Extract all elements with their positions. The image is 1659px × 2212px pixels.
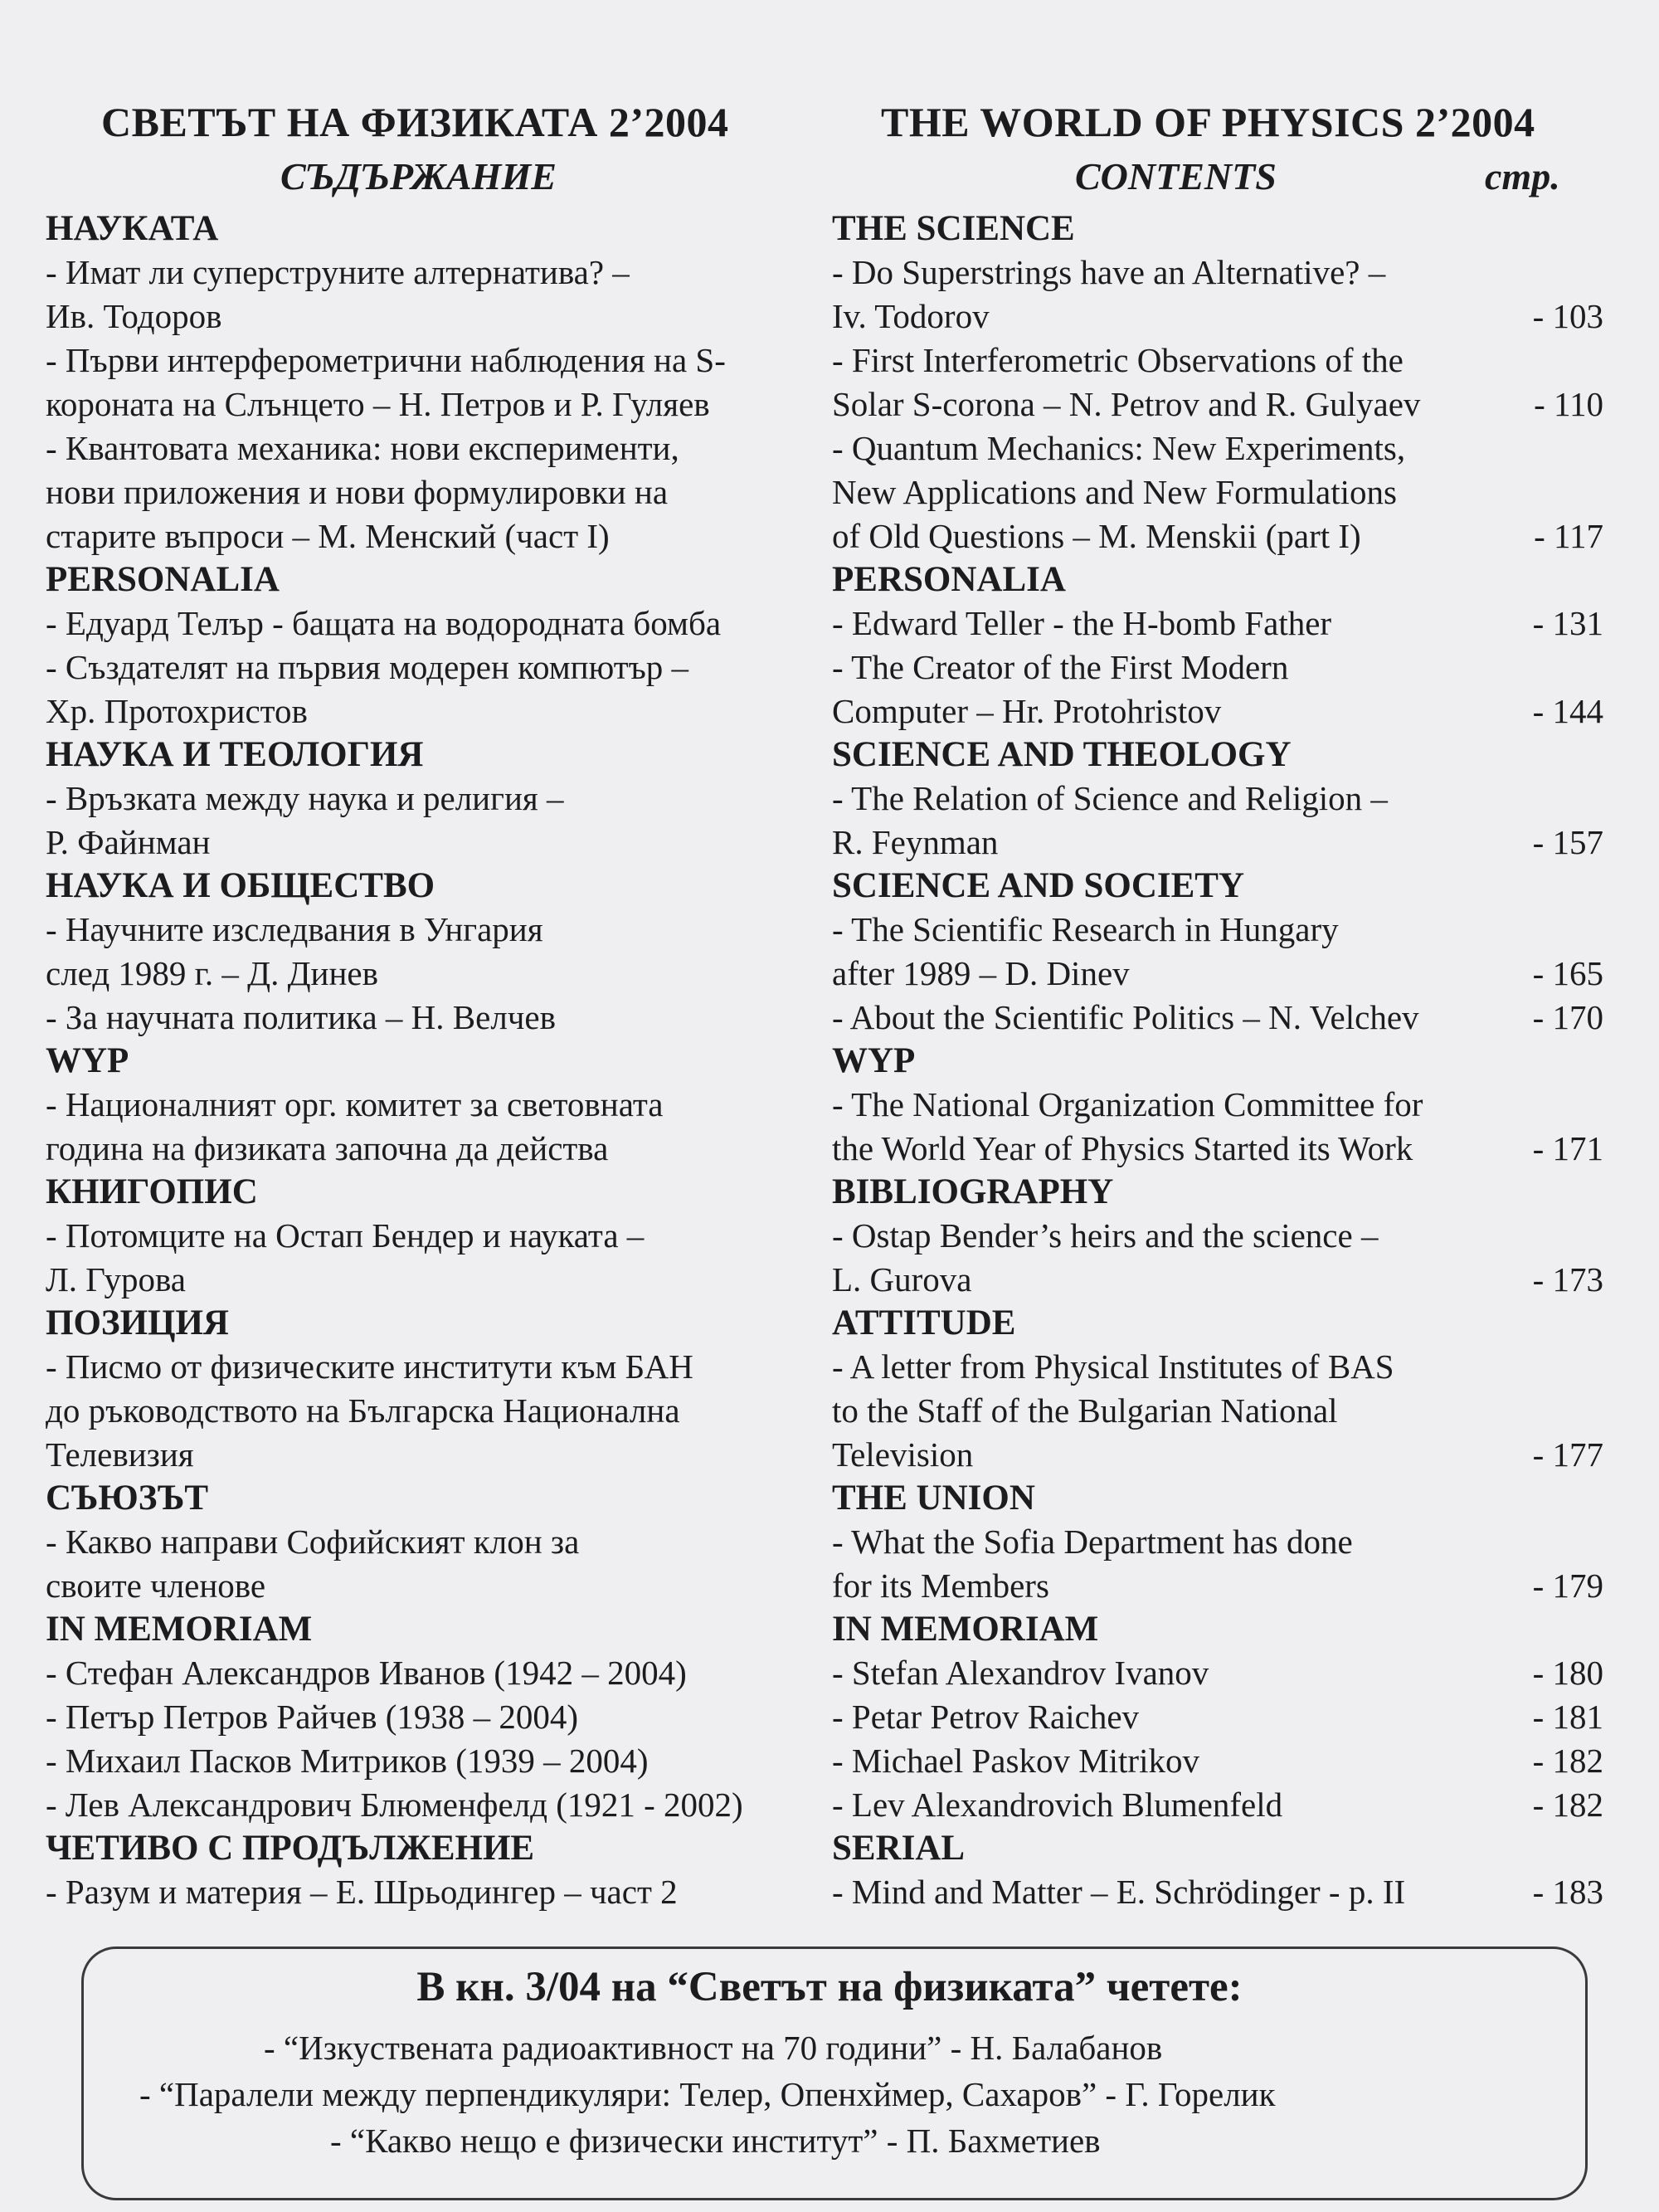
section-heading: IN MEMORIAM: [46, 1610, 313, 1649]
contents-entry: [832, 646, 1612, 733]
contents-entry: [46, 1520, 817, 1608]
contents-entry: [46, 339, 817, 426]
page-number: - 131: [1532, 604, 1603, 642]
entry-text-line: - Писмо от физическите институти към БАН: [46, 1347, 693, 1386]
section-heading: SCIENCE AND SOCIETY: [832, 866, 1245, 905]
entry-text-line: - The Scientific Research in Hungary: [832, 910, 1339, 948]
entry-text-line: - Разум и материя – Е. Шрьодингер – част 2: [46, 1873, 678, 1911]
section-heading: КНИГОПИС: [46, 1172, 258, 1211]
entry-text-line: - Do Superstrings have an Alternative? –: [832, 253, 1386, 291]
entry-text-line: - What the Sofia Department has done: [832, 1523, 1353, 1561]
entry-text-line: - Първи интерферометрични наблюдения на S-: [46, 341, 726, 379]
entry-text-line: Computer – Hr. Protohristov: [832, 692, 1222, 730]
contents-entry: [832, 251, 1612, 339]
section-heading: НАУКА И ОБЩЕСТВО: [46, 866, 435, 905]
en-contents-heading: CONTENTS: [1075, 155, 1277, 197]
contents-entry: [832, 777, 1612, 865]
entry-text-line: New Applications and New Formulations: [832, 473, 1397, 511]
english-contents-column: [832, 207, 1612, 1914]
entry-text-line: своите членове: [46, 1566, 266, 1605]
entry-text-line: - Михаил Пасков Митриков (1939 – 2004): [46, 1742, 649, 1780]
section-heading: SERIAL: [832, 1829, 966, 1868]
contents-entry: [832, 1083, 1612, 1171]
contents-entry: [832, 1870, 1612, 1914]
entry-text-line: - Научните изследвания в Унгария: [46, 910, 543, 948]
entry-text-line: Л. Гурова: [46, 1260, 186, 1298]
entry-text-line: - About the Scientific Politics – N. Velchev: [832, 998, 1419, 1036]
contents-entry: [832, 1783, 1612, 1827]
section-heading: ATTITUDE: [832, 1303, 1016, 1342]
contents-entry: [832, 426, 1612, 558]
entry-text-line: Хр. Протохристов: [46, 692, 308, 730]
entry-text-line: - Ostap Bender’s heirs and the science –: [832, 1216, 1379, 1255]
entry-text-line: - Edward Teller - the H-bomb Father: [832, 604, 1332, 642]
section-heading: IN MEMORIAM: [832, 1610, 1099, 1649]
section-heading: НАУКАТА: [46, 209, 219, 248]
contents-entry: [832, 996, 1612, 1040]
entry-text-line: - First Interferometric Observations of the: [832, 341, 1404, 379]
page-number: - 165: [1532, 954, 1603, 992]
contents-entry: [46, 251, 817, 339]
bg-journal-title: СВЕТЪТ НА ФИЗИКАТА 2’2004: [101, 99, 729, 145]
entry-text-line: L. Gurova: [832, 1260, 972, 1298]
entry-text-line: короната на Слънцето – Н. Петров и Р. Гуляев: [46, 385, 710, 423]
page-number: - 182: [1532, 1742, 1603, 1780]
page-number: - 177: [1532, 1435, 1603, 1474]
contents-entry: [46, 908, 817, 996]
entry-text-line: - Petar Petrov Raichev: [832, 1698, 1140, 1736]
page-number: - 103: [1532, 297, 1603, 335]
bg-contents-heading: СЪДЪРЖАНИЕ: [280, 155, 557, 197]
contents-entry: [46, 1214, 817, 1302]
contents-entry: [832, 602, 1612, 646]
entry-text-line: - Stefan Alexandrov Ivanov: [832, 1654, 1209, 1692]
entry-text-line: Solar S-corona – N. Petrov and R. Gulyaev: [832, 385, 1421, 423]
next-issue-line: - “Паралели между перпендикуляри: Телер, Опенхймер, Сахаров” - Г. Горелик: [139, 2075, 1276, 2113]
entry-text-line: година на физиката започна да действа: [46, 1129, 609, 1167]
entry-text-line: до ръководството на Българска Национална: [46, 1391, 680, 1430]
page-number: - 182: [1532, 1786, 1603, 1824]
entry-text-line: - Квантовата механика: нови експерименти,: [46, 429, 679, 467]
entry-text-line: Телевизия: [46, 1435, 194, 1474]
section-heading: WYP: [832, 1041, 916, 1080]
contents-entry: [46, 1695, 817, 1739]
section-heading: BIBLIOGRAPHY: [832, 1172, 1114, 1211]
entry-text-line: - Какво направи Софийският клон за: [46, 1523, 580, 1561]
entry-text-line: - The Relation of Science and Religion –: [832, 779, 1388, 817]
section-heading: THE UNION: [832, 1479, 1035, 1518]
next-issue-title: В кн. 3/04 на “Светът на физиката” четете:: [416, 1964, 1243, 2010]
page-number: - 157: [1532, 823, 1603, 861]
contents-entry: [46, 1783, 817, 1827]
section-heading: ЧЕТИВО С ПРОДЪЛЖЕНИЕ: [46, 1829, 535, 1868]
contents-entry: [46, 777, 817, 865]
entry-text-line: Ив. Тодоров: [46, 297, 222, 335]
page-number: - 144: [1532, 692, 1603, 730]
page-number: - 173: [1532, 1260, 1603, 1298]
contents-entry: [832, 1214, 1612, 1302]
section-heading: PERSONALIA: [46, 560, 280, 599]
next-issue-line: - “Изкуствената радиоактивност на 70 години” - Н. Балабанов: [264, 2029, 1163, 2067]
contents-entry: [46, 996, 817, 1040]
contents-entry: [46, 426, 817, 558]
page-number: - 110: [1534, 385, 1603, 423]
section-heading: НАУКА И ТЕОЛОГИЯ: [46, 735, 424, 774]
entry-text-line: - Michael Paskov Mitrikov: [832, 1742, 1199, 1780]
page-number: - 179: [1532, 1566, 1603, 1605]
page-column-label: стр.: [1485, 155, 1560, 197]
entry-text-line: след 1989 г. – Д. Динев: [46, 954, 378, 992]
contents-entry: [832, 908, 1612, 996]
entry-text-line: нови приложения и нови формулировки на: [46, 473, 669, 511]
entry-text-line: - Потомците на Остап Бендер и науката –: [46, 1216, 645, 1255]
contents-entry: [832, 1651, 1612, 1695]
contents-entry: [46, 1345, 817, 1477]
section-heading: PERSONALIA: [832, 560, 1066, 599]
en-journal-title: THE WORLD OF PHYSICS 2’2004: [881, 99, 1535, 145]
page-number: - 117: [1534, 517, 1603, 555]
page-number: - 180: [1532, 1654, 1603, 1692]
page-number: - 170: [1532, 998, 1603, 1036]
entry-text-line: - Имат ли суперструните алтернатива? –: [46, 253, 630, 291]
contents-entry: [46, 602, 817, 646]
contents-entry: [832, 1695, 1612, 1739]
entry-text-line: Р. Файнман: [46, 823, 211, 861]
entry-text-line: Television: [832, 1435, 974, 1474]
entry-text-line: - За научната политика – Н. Велчев: [46, 998, 556, 1036]
entry-text-line: - The National Organization Committee for: [832, 1085, 1423, 1123]
entry-text-line: Iv. Todorov: [832, 297, 990, 335]
entry-text-line: - Лев Александрович Блюменфелд (1921 - 2002): [46, 1786, 743, 1824]
section-heading: СЪЮЗЪТ: [46, 1479, 209, 1518]
entry-text-line: - Националният орг. комитет за световната: [46, 1085, 664, 1123]
entry-text-line: to the Staff of the Bulgarian National: [832, 1391, 1338, 1430]
entry-text-line: - Създателят на първия модерен компютър –: [46, 648, 689, 686]
entry-text-line: - Петър Петров Райчев (1938 – 2004): [46, 1698, 579, 1736]
entry-text-line: - Едуард Телър - бащата на водородната бомба: [46, 604, 722, 642]
entry-text-line: - Стефан Александров Иванов (1942 – 2004): [46, 1654, 687, 1692]
section-heading: THE SCIENCE: [832, 209, 1075, 248]
contents-entry: [832, 339, 1612, 426]
contents-entry: [46, 1739, 817, 1783]
section-heading: ПОЗИЦИЯ: [46, 1303, 229, 1342]
contents-entry: [46, 1651, 817, 1695]
next-issue-line: - “Какво нещо е физически институт” - П. Бахметиев: [330, 2122, 1101, 2160]
page-number: - 181: [1532, 1698, 1603, 1736]
entry-text-line: - Quantum Mechanics: New Experiments,: [832, 429, 1406, 467]
section-heading: WYP: [46, 1041, 129, 1080]
page-number: - 183: [1532, 1873, 1603, 1911]
entry-text-line: after 1989 – D. Dinev: [832, 954, 1130, 992]
contents-entry: [832, 1739, 1612, 1783]
contents-entry: [46, 1870, 817, 1914]
contents-entry: [46, 1083, 817, 1171]
entry-text-line: - Връзката между наука и религия –: [46, 779, 564, 817]
page-number: - 171: [1532, 1129, 1603, 1167]
contents-entry: [832, 1345, 1612, 1477]
entry-text-line: - Mind and Matter – E. Schrödinger - p. II: [832, 1873, 1406, 1911]
entry-text-line: - The Creator of the First Modern: [832, 648, 1289, 686]
entry-text-line: - Lev Alexandrovich Blumenfeld: [832, 1786, 1283, 1824]
entry-text-line: старите въпроси – М. Менский (част I): [46, 517, 610, 555]
section-heading: SCIENCE AND THEOLOGY: [832, 735, 1292, 774]
entry-text-line: the World Year of Physics Started its Work: [832, 1129, 1413, 1167]
entry-text-line: R. Feynman: [832, 823, 999, 861]
contents-entry: [832, 1520, 1612, 1608]
entry-text-line: of Old Questions – M. Menskii (part I): [832, 517, 1361, 555]
contents-entry: [46, 646, 817, 733]
bulgarian-contents-column: [46, 207, 817, 1914]
entry-text-line: for its Members: [832, 1566, 1049, 1605]
entry-text-line: - A letter from Physical Institutes of BAS: [832, 1347, 1394, 1386]
